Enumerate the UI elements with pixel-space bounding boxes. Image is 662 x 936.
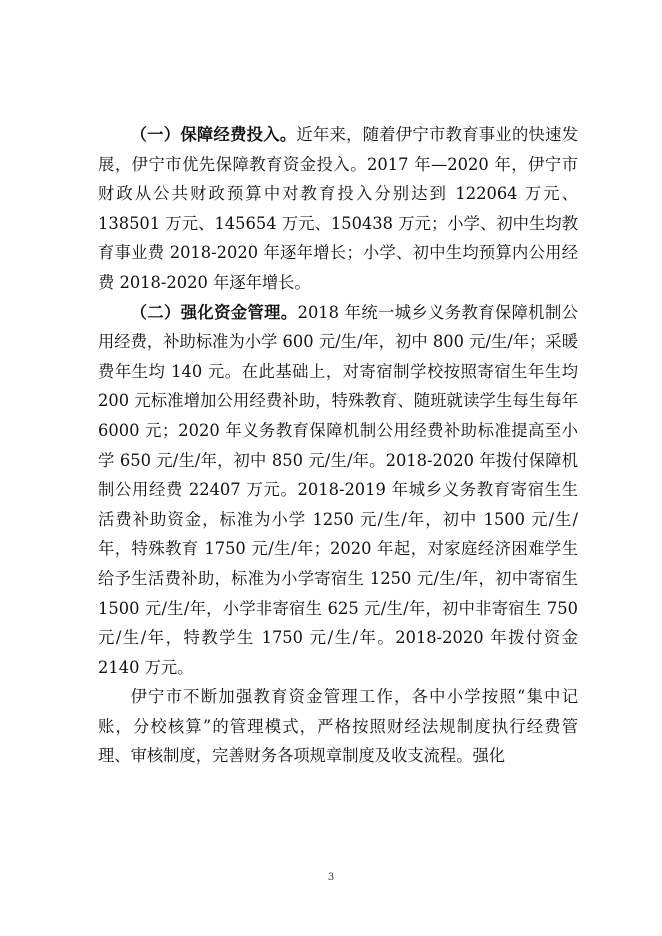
paragraph-text: 近年来，随着伊宁市教育事业的快速发展，伊宁市优先保障教育资金投入。2017 年—2020 年，伊宁市财政从公共财政预算中对教育投入分别达到 122064 万元、138501 万元、145654 万元、150438 万元；小学、初中生均教育事业费 2018-2020 年逐年增长；小学、初中生均预算内公用经费 2018-2020 年逐年增长。: [98, 125, 578, 292]
section-heading-funding-investment: （一）保障经费投入。: [130, 125, 297, 144]
body-text: [98, 120, 578, 771]
paragraph-funding-investment: [98, 120, 578, 298]
paragraph-fund-management: [98, 298, 578, 683]
paragraph-text: 伊宁市不断加强教育资金管理工作，各中小学按照“集中记账，分校核算”的管理模式，严格按照财经法规制度执行经费管理、审核制度，完善财务各项规章制度及收支流程。强化: [98, 687, 578, 766]
page-number: 3: [327, 872, 335, 883]
paragraph-management-work: [98, 682, 578, 771]
section-heading-fund-management: （二）强化资金管理。: [130, 302, 298, 322]
paragraph-text: 2018 年统一城乡义务教育保障机制公用经费，补助标准为小学 600 元/生/年，初中 800 元/生/年；采暖费年生均 140 元。在此基础上，对寄宿制学校按照寄宿生年生均 200 元标准增加公用经费补助，特殊教育、随班就读学生每生每年 6000 元；2020 年义务教育保障机制公用经费补助标准提高至小学 650 元/生/年，初中 850 元/生/年。2018-2020 年拨付保障机制公用经费 22407 万元。2018-2019 年城乡义务教育寄宿生生活费补助资金，标准为小学 1250 元/生/年，初中 1500 元/生/年，特殊教育 1750 元/生/年；2020 年起，对家庭经济困难学生给予生活费补助，标准为小学寄宿生 1250 元/生/年，初中寄宿生 1500 元/生/年，小学非寄宿生 625 元/生/年，初中非寄宿生 750 元/生/年，特教学生 1750 元/生/年。2018-2020 年拨付资金 2140 万元。: [98, 302, 578, 677]
